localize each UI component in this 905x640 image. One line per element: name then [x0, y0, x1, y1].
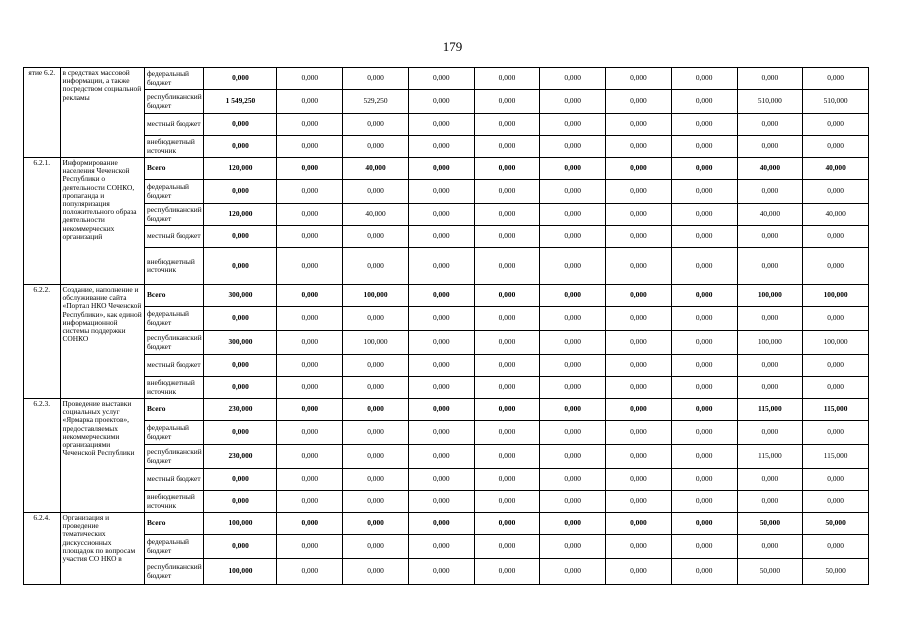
- table-row: [24, 513, 869, 535]
- amount-cell: 0,000: [204, 377, 277, 399]
- amount-cell: 0,000: [408, 90, 474, 114]
- amount-cell: 0,000: [540, 248, 606, 285]
- amount-cell: 0,000: [204, 469, 277, 491]
- amount-cell: 0,000: [343, 248, 409, 285]
- amount-cell: 40,000: [803, 158, 869, 180]
- amount-cell: 0,000: [474, 226, 540, 248]
- item-code: 6.2.4.: [24, 513, 61, 585]
- amount-cell: 0,000: [474, 535, 540, 559]
- amount-cell: 115,000: [803, 445, 869, 469]
- funding-source: республиканский бюджет: [145, 204, 204, 226]
- amount-cell: 0,000: [277, 469, 343, 491]
- amount-cell: 0,000: [474, 559, 540, 585]
- amount-cell: 0,000: [803, 226, 869, 248]
- table-row: [24, 331, 869, 355]
- table-row: [24, 90, 869, 114]
- amount-cell: 0,000: [343, 180, 409, 204]
- funding-source: федеральный бюджет: [145, 535, 204, 559]
- amount-cell: 0,000: [474, 285, 540, 307]
- amount-cell: 0,000: [803, 307, 869, 331]
- amount-cell: 50,000: [803, 513, 869, 535]
- amount-cell: 0,000: [277, 90, 343, 114]
- amount-cell: 0,000: [671, 248, 737, 285]
- funding-source: внебюджетный источник: [145, 491, 204, 513]
- amount-cell: 0,000: [277, 491, 343, 513]
- amount-cell: 100,000: [204, 513, 277, 535]
- amount-cell: 0,000: [737, 307, 803, 331]
- item-code: 6.2.2.: [24, 285, 61, 399]
- amount-cell: 0,000: [803, 535, 869, 559]
- amount-cell: 0,000: [408, 421, 474, 445]
- amount-cell: 0,000: [343, 469, 409, 491]
- amount-cell: 0,000: [474, 513, 540, 535]
- amount-cell: 0,000: [408, 68, 474, 90]
- amount-cell: 0,000: [540, 307, 606, 331]
- amount-cell: 0,000: [474, 114, 540, 136]
- amount-cell: 0,000: [343, 559, 409, 585]
- table-row: [24, 68, 869, 90]
- funding-source: республиканский бюджет: [145, 445, 204, 469]
- amount-cell: 100,000: [803, 285, 869, 307]
- amount-cell: 0,000: [408, 559, 474, 585]
- amount-cell: 0,000: [204, 355, 277, 377]
- amount-cell: 0,000: [671, 469, 737, 491]
- amount-cell: 100,000: [803, 331, 869, 355]
- amount-cell: 0,000: [671, 136, 737, 158]
- amount-cell: 0,000: [606, 180, 672, 204]
- amount-cell: 300,000: [204, 285, 277, 307]
- funding-source: местный бюджет: [145, 114, 204, 136]
- amount-cell: 0,000: [343, 136, 409, 158]
- amount-cell: 0,000: [204, 226, 277, 248]
- amount-cell: 0,000: [671, 377, 737, 399]
- table-row: [24, 445, 869, 469]
- amount-cell: 510,000: [737, 90, 803, 114]
- amount-cell: 0,000: [540, 559, 606, 585]
- amount-cell: 0,000: [408, 180, 474, 204]
- budget-table-body: [24, 68, 869, 585]
- amount-cell: 0,000: [671, 355, 737, 377]
- amount-cell: 0,000: [343, 355, 409, 377]
- amount-cell: 0,000: [204, 248, 277, 285]
- amount-cell: 0,000: [540, 445, 606, 469]
- table-row: [24, 421, 869, 445]
- table-row: [24, 491, 869, 513]
- amount-cell: 0,000: [803, 491, 869, 513]
- amount-cell: 0,000: [277, 180, 343, 204]
- amount-cell: 0,000: [606, 469, 672, 491]
- amount-cell: 0,000: [671, 445, 737, 469]
- amount-cell: 0,000: [408, 469, 474, 491]
- amount-cell: 0,000: [277, 68, 343, 90]
- amount-cell: 0,000: [408, 535, 474, 559]
- amount-cell: 0,000: [540, 226, 606, 248]
- amount-cell: 0,000: [737, 469, 803, 491]
- amount-cell: 0,000: [606, 285, 672, 307]
- amount-cell: 0,000: [671, 307, 737, 331]
- amount-cell: 40,000: [343, 158, 409, 180]
- amount-cell: 0,000: [277, 114, 343, 136]
- amount-cell: 0,000: [671, 68, 737, 90]
- amount-cell: 0,000: [606, 491, 672, 513]
- amount-cell: 0,000: [803, 114, 869, 136]
- amount-cell: 0,000: [540, 491, 606, 513]
- amount-cell: 0,000: [540, 285, 606, 307]
- amount-cell: 0,000: [606, 355, 672, 377]
- table-row: [24, 307, 869, 331]
- item-name: Организация и проведение тематических дискуссионных площадок по вопросам участия СО НКО в: [60, 513, 145, 585]
- amount-cell: 0,000: [671, 491, 737, 513]
- amount-cell: 0,000: [540, 68, 606, 90]
- amount-cell: 120,000: [204, 158, 277, 180]
- amount-cell: 0,000: [408, 158, 474, 180]
- amount-cell: 0,000: [408, 355, 474, 377]
- amount-cell: 0,000: [474, 90, 540, 114]
- amount-cell: 115,000: [803, 399, 869, 421]
- amount-cell: 0,000: [606, 248, 672, 285]
- amount-cell: 0,000: [474, 355, 540, 377]
- amount-cell: 0,000: [737, 114, 803, 136]
- amount-cell: 0,000: [803, 136, 869, 158]
- amount-cell: 0,000: [343, 307, 409, 331]
- funding-source: Всего: [145, 285, 204, 307]
- amount-cell: 0,000: [277, 513, 343, 535]
- funding-source: республиканский бюджет: [145, 90, 204, 114]
- amount-cell: 115,000: [737, 399, 803, 421]
- amount-cell: 0,000: [606, 226, 672, 248]
- amount-cell: 0,000: [277, 136, 343, 158]
- amount-cell: 0,000: [343, 491, 409, 513]
- item-code: 6.2.1.: [24, 158, 61, 285]
- table-row: [24, 469, 869, 491]
- amount-cell: 0,000: [343, 445, 409, 469]
- funding-source: Всего: [145, 158, 204, 180]
- amount-cell: 0,000: [277, 399, 343, 421]
- amount-cell: 0,000: [408, 204, 474, 226]
- amount-cell: 0,000: [277, 158, 343, 180]
- amount-cell: 0,000: [474, 399, 540, 421]
- table-row: [24, 248, 869, 285]
- amount-cell: 0,000: [204, 114, 277, 136]
- amount-cell: 0,000: [540, 399, 606, 421]
- amount-cell: 300,000: [204, 331, 277, 355]
- amount-cell: 0,000: [803, 377, 869, 399]
- amount-cell: 0,000: [408, 445, 474, 469]
- table-row: [24, 377, 869, 399]
- amount-cell: 0,000: [671, 158, 737, 180]
- table-row: [24, 559, 869, 585]
- amount-cell: 230,000: [204, 399, 277, 421]
- amount-cell: 0,000: [474, 248, 540, 285]
- amount-cell: 0,000: [277, 204, 343, 226]
- amount-cell: 0,000: [540, 355, 606, 377]
- amount-cell: 0,000: [540, 158, 606, 180]
- amount-cell: 0,000: [737, 491, 803, 513]
- amount-cell: 0,000: [803, 355, 869, 377]
- table-row: [24, 180, 869, 204]
- amount-cell: 100,000: [737, 285, 803, 307]
- amount-cell: 0,000: [737, 421, 803, 445]
- amount-cell: 0,000: [343, 421, 409, 445]
- amount-cell: 0,000: [540, 331, 606, 355]
- funding-source: внебюджетный источник: [145, 248, 204, 285]
- amount-cell: 0,000: [408, 399, 474, 421]
- amount-cell: 0,000: [671, 513, 737, 535]
- amount-cell: 0,000: [204, 421, 277, 445]
- amount-cell: 0,000: [606, 445, 672, 469]
- amount-cell: 0,000: [408, 377, 474, 399]
- amount-cell: 0,000: [474, 377, 540, 399]
- funding-source: республиканский бюджет: [145, 331, 204, 355]
- amount-cell: 50,000: [737, 559, 803, 585]
- funding-source: местный бюджет: [145, 355, 204, 377]
- amount-cell: 100,000: [204, 559, 277, 585]
- amount-cell: 100,000: [343, 331, 409, 355]
- table-row: [24, 399, 869, 421]
- amount-cell: 0,000: [277, 421, 343, 445]
- amount-cell: 0,000: [540, 421, 606, 445]
- amount-cell: 0,000: [408, 307, 474, 331]
- table-row: [24, 535, 869, 559]
- amount-cell: 0,000: [277, 559, 343, 585]
- amount-cell: 510,000: [803, 90, 869, 114]
- funding-source: внебюджетный источник: [145, 136, 204, 158]
- amount-cell: 40,000: [803, 204, 869, 226]
- amount-cell: 1 549,250: [204, 90, 277, 114]
- funding-source: внебюджетный источник: [145, 377, 204, 399]
- item-code: ятие 6.2.: [24, 68, 61, 158]
- amount-cell: 0,000: [737, 535, 803, 559]
- amount-cell: 0,000: [277, 377, 343, 399]
- amount-cell: 0,000: [606, 204, 672, 226]
- amount-cell: 0,000: [204, 307, 277, 331]
- amount-cell: 115,000: [737, 445, 803, 469]
- table-row: [24, 136, 869, 158]
- funding-source: Всего: [145, 513, 204, 535]
- amount-cell: 0,000: [803, 180, 869, 204]
- amount-cell: 0,000: [474, 204, 540, 226]
- amount-cell: 0,000: [671, 559, 737, 585]
- amount-cell: 0,000: [671, 399, 737, 421]
- amount-cell: 0,000: [408, 114, 474, 136]
- amount-cell: 0,000: [606, 559, 672, 585]
- amount-cell: 0,000: [343, 68, 409, 90]
- amount-cell: 0,000: [277, 535, 343, 559]
- amount-cell: 529,250: [343, 90, 409, 114]
- amount-cell: 0,000: [671, 535, 737, 559]
- amount-cell: 0,000: [474, 68, 540, 90]
- amount-cell: 0,000: [343, 513, 409, 535]
- funding-source: федеральный бюджет: [145, 68, 204, 90]
- amount-cell: 0,000: [474, 445, 540, 469]
- amount-cell: 0,000: [737, 180, 803, 204]
- amount-cell: 0,000: [408, 226, 474, 248]
- amount-cell: 0,000: [540, 180, 606, 204]
- item-name: Проведение выставки социальных услуг «Ярмарка проектов», предоставляемых некоммерческими организациями Чеченской Республики: [60, 399, 145, 513]
- table-row: [24, 158, 869, 180]
- amount-cell: 0,000: [671, 90, 737, 114]
- amount-cell: 0,000: [343, 377, 409, 399]
- amount-cell: 0,000: [737, 248, 803, 285]
- amount-cell: 0,000: [204, 180, 277, 204]
- amount-cell: 0,000: [408, 513, 474, 535]
- amount-cell: 0,000: [606, 68, 672, 90]
- amount-cell: 0,000: [803, 248, 869, 285]
- amount-cell: 0,000: [737, 355, 803, 377]
- amount-cell: 0,000: [277, 226, 343, 248]
- amount-cell: 0,000: [408, 136, 474, 158]
- funding-source: республиканский бюджет: [145, 559, 204, 585]
- amount-cell: 0,000: [540, 114, 606, 136]
- amount-cell: 0,000: [343, 114, 409, 136]
- amount-cell: 0,000: [343, 535, 409, 559]
- amount-cell: 0,000: [343, 226, 409, 248]
- amount-cell: 0,000: [671, 180, 737, 204]
- amount-cell: 0,000: [803, 68, 869, 90]
- amount-cell: 0,000: [737, 377, 803, 399]
- amount-cell: 0,000: [606, 90, 672, 114]
- amount-cell: 0,000: [474, 136, 540, 158]
- amount-cell: 120,000: [204, 204, 277, 226]
- table-row: [24, 226, 869, 248]
- amount-cell: 0,000: [737, 136, 803, 158]
- amount-cell: 0,000: [277, 331, 343, 355]
- amount-cell: 0,000: [671, 226, 737, 248]
- item-name: Информирование населения Чеченской Республики о деятельности СОНКО, пропаганда и популяризация положительного образа деятельности некоммерческих организаций: [60, 158, 145, 285]
- amount-cell: 0,000: [474, 421, 540, 445]
- amount-cell: 0,000: [474, 469, 540, 491]
- amount-cell: 0,000: [204, 68, 277, 90]
- amount-cell: 0,000: [204, 136, 277, 158]
- amount-cell: 50,000: [737, 513, 803, 535]
- amount-cell: 0,000: [803, 421, 869, 445]
- table-row: [24, 204, 869, 226]
- funding-source: федеральный бюджет: [145, 180, 204, 204]
- item-name: в средствах массовой информации, а также посредством социальной рекламы: [60, 68, 145, 158]
- amount-cell: 0,000: [408, 491, 474, 513]
- amount-cell: 100,000: [343, 285, 409, 307]
- amount-cell: 0,000: [671, 285, 737, 307]
- amount-cell: 40,000: [343, 204, 409, 226]
- amount-cell: 0,000: [474, 158, 540, 180]
- amount-cell: 0,000: [540, 136, 606, 158]
- amount-cell: 0,000: [474, 307, 540, 331]
- funding-source: местный бюджет: [145, 226, 204, 248]
- amount-cell: 0,000: [606, 136, 672, 158]
- amount-cell: 0,000: [606, 377, 672, 399]
- amount-cell: 0,000: [474, 331, 540, 355]
- amount-cell: 0,000: [277, 285, 343, 307]
- amount-cell: 0,000: [474, 180, 540, 204]
- amount-cell: 0,000: [204, 491, 277, 513]
- amount-cell: 0,000: [606, 513, 672, 535]
- table-row: [24, 355, 869, 377]
- item-name: Создание, наполнение и обслуживание сайта «Портал НКО Чеченской Республики», как единой информационной системы поддержки СОНКО: [60, 285, 145, 399]
- amount-cell: 0,000: [277, 355, 343, 377]
- amount-cell: 0,000: [204, 535, 277, 559]
- amount-cell: 50,000: [803, 559, 869, 585]
- amount-cell: 0,000: [540, 535, 606, 559]
- amount-cell: 0,000: [803, 469, 869, 491]
- table-row: [24, 285, 869, 307]
- amount-cell: 0,000: [474, 491, 540, 513]
- funding-source: федеральный бюджет: [145, 307, 204, 331]
- amount-cell: 230,000: [204, 445, 277, 469]
- amount-cell: 40,000: [737, 204, 803, 226]
- amount-cell: 0,000: [606, 421, 672, 445]
- amount-cell: 0,000: [671, 421, 737, 445]
- funding-source: федеральный бюджет: [145, 421, 204, 445]
- amount-cell: 0,000: [408, 285, 474, 307]
- amount-cell: 0,000: [606, 331, 672, 355]
- amount-cell: 0,000: [540, 513, 606, 535]
- amount-cell: 40,000: [737, 158, 803, 180]
- amount-cell: 0,000: [737, 226, 803, 248]
- amount-cell: 0,000: [277, 248, 343, 285]
- table-row: [24, 114, 869, 136]
- amount-cell: 0,000: [540, 377, 606, 399]
- item-code: 6.2.3.: [24, 399, 61, 513]
- amount-cell: 0,000: [343, 399, 409, 421]
- amount-cell: 0,000: [540, 90, 606, 114]
- amount-cell: 0,000: [408, 331, 474, 355]
- budget-table: [23, 67, 869, 585]
- amount-cell: 0,000: [671, 114, 737, 136]
- amount-cell: 0,000: [671, 204, 737, 226]
- amount-cell: 0,000: [277, 307, 343, 331]
- amount-cell: 0,000: [277, 445, 343, 469]
- page-number: 179: [442, 39, 463, 54]
- amount-cell: 0,000: [540, 469, 606, 491]
- amount-cell: 0,000: [606, 114, 672, 136]
- amount-cell: 0,000: [606, 158, 672, 180]
- amount-cell: 0,000: [540, 204, 606, 226]
- amount-cell: 0,000: [671, 331, 737, 355]
- amount-cell: 0,000: [737, 68, 803, 90]
- amount-cell: 0,000: [408, 248, 474, 285]
- amount-cell: 0,000: [606, 307, 672, 331]
- amount-cell: 100,000: [737, 331, 803, 355]
- funding-source: местный бюджет: [145, 469, 204, 491]
- amount-cell: 0,000: [606, 535, 672, 559]
- amount-cell: 0,000: [606, 399, 672, 421]
- funding-source: Всего: [145, 399, 204, 421]
